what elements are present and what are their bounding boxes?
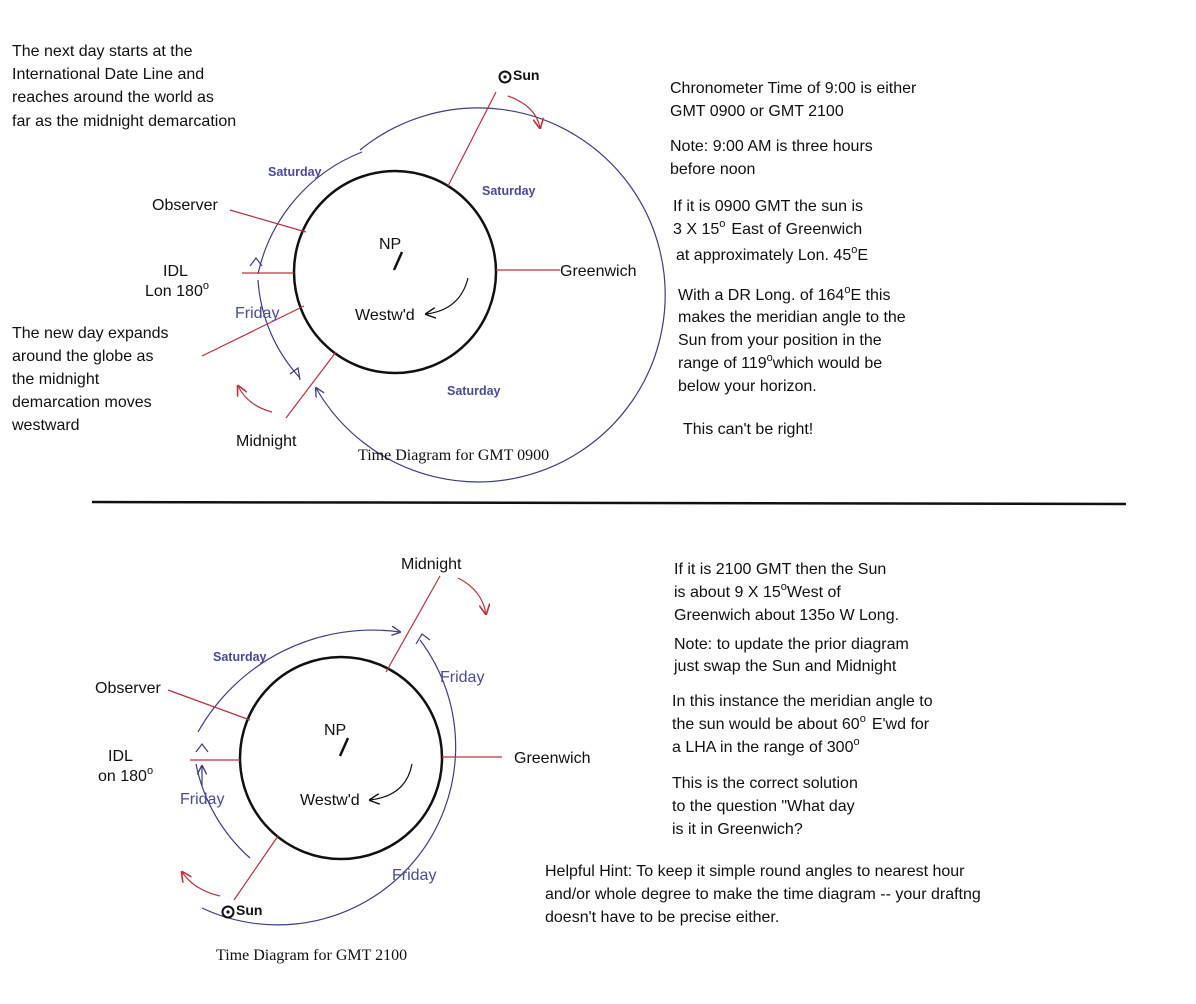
top-day-saturday-2: Saturday <box>482 184 536 198</box>
if-2100-line-1: If it is 2100 GMT then the Sun <box>674 561 887 578</box>
bottom-midnight-tick <box>416 634 430 644</box>
dr-long-line-5: below your horizon. <box>678 378 817 395</box>
top-sun-rotation-arrow <box>508 96 540 128</box>
next-day-line-1: The next day starts at the <box>12 43 193 60</box>
bottom-diagram <box>95 556 590 964</box>
new-day-line-1: The new day expands <box>12 325 169 342</box>
top-left-notes <box>11 43 236 434</box>
top-day-saturday-3: Saturday <box>447 384 501 398</box>
dr-long-line-4: range of 119$^o$which would be <box>678 352 883 372</box>
if-2100-line-2: is about 9 X 15$^o$West of <box>674 581 841 601</box>
top-observer-label: Observer <box>152 197 218 214</box>
top-np-label: NP <box>379 236 402 253</box>
chronometer-line-2: GMT 0900 or GMT 2100 <box>670 103 844 120</box>
bottom-sun-label: Sun <box>236 902 263 918</box>
hint-line-3: doesn't have to be precise either. <box>545 909 780 926</box>
bottom-day-friday-2: Friday <box>180 791 225 808</box>
new-day-line-2: around the globe as <box>12 348 154 365</box>
correct-line-3: is it in Greenwich? <box>672 821 803 838</box>
note-am-line-2: before noon <box>670 161 756 178</box>
top-idl-lon-label: Lon 180$^o$ <box>145 280 209 300</box>
top-sun-icon <box>500 72 511 83</box>
bottom-idl-tick <box>196 744 208 752</box>
bottom-westward-label: Westw'd <box>300 792 360 809</box>
top-observer-line <box>230 210 306 232</box>
top-friday-arc <box>258 280 300 378</box>
hint-line-2: and/or whole degree to make the time diagram -- your draftng <box>545 886 981 903</box>
meridian-line-1: In this instance the meridian angle to <box>672 693 933 710</box>
top-sun-line <box>448 92 496 186</box>
top-idl-label: IDL <box>163 263 188 280</box>
top-day-friday: Friday <box>235 305 280 322</box>
bottom-midnight-label: Midnight <box>401 556 462 573</box>
top-earth-circle <box>294 171 496 373</box>
if-0900-line-1: If it is 0900 GMT the sun is <box>673 198 864 215</box>
top-midnight-label: Midnight <box>236 433 297 450</box>
next-day-line-2: International Date Line and <box>12 66 205 83</box>
note-swap-line-2: just swap the Sun and Midnight <box>674 658 897 675</box>
dr-long-line-3: Sun from your position in the <box>678 332 882 349</box>
note-swap-line-1: Note: to update the prior diagram <box>674 636 909 653</box>
top-midnight-tick <box>290 368 300 380</box>
bottom-np-label: NP <box>324 722 347 739</box>
correct-line-2: to the question "What day <box>672 798 855 815</box>
bottom-greenwich-label: Greenwich <box>514 750 591 767</box>
dr-long-line-2: makes the meridian angle to the <box>678 309 906 326</box>
chronometer-line-1: Chronometer Time of 9:00 is either <box>670 80 917 97</box>
top-right-notes <box>670 80 917 438</box>
meridian-line-2: the sun would be about 60$^o$ E'wd for <box>672 713 930 733</box>
bottom-right-notes <box>545 561 981 926</box>
next-day-line-3: reaches around the world as <box>12 89 214 106</box>
bottom-saturday-arc <box>198 630 400 732</box>
hint-line-1: Helpful Hint: To keep it simple round angles to nearest hour <box>545 863 965 880</box>
bottom-idl-lon-label: on 180$^o$ <box>98 765 154 785</box>
bottom-day-friday-3: Friday <box>392 867 437 884</box>
correct-line-1: This is the correct solution <box>672 775 858 792</box>
note-am-line-1: Note: 9:00 AM is three hours <box>670 138 873 155</box>
bottom-np-marker <box>340 738 348 756</box>
meridian-line-3: a LHA in the range of 300$^o$ <box>672 736 860 756</box>
new-day-line-3: the midnight <box>12 371 100 388</box>
top-sun-label: Sun <box>513 67 540 83</box>
bottom-day-saturday: Saturday <box>213 650 267 664</box>
bottom-idl-label: IDL <box>108 748 133 765</box>
dr-long-line-1: With a DR Long. of 164$^o$E this <box>678 284 891 304</box>
bottom-westward-arrow <box>370 764 412 800</box>
bottom-day-friday-1: Friday <box>440 669 485 686</box>
top-day-saturday-1: Saturday <box>268 165 322 179</box>
if-2100-line-3: Greenwich about 135o W Long. <box>674 607 900 624</box>
if-0900-line-2: 3 X 15$^o$ East of Greenwich <box>673 218 863 238</box>
top-outer-arc <box>316 108 665 482</box>
top-np-marker <box>394 252 402 270</box>
top-westward-arrow <box>426 278 468 314</box>
bottom-earth-circle <box>240 657 442 859</box>
top-midnight-line <box>286 352 336 418</box>
top-caption: Time Diagram for GMT 0900 <box>358 447 550 464</box>
bottom-sun-icon <box>223 907 234 918</box>
top-greenwich-label: Greenwich <box>560 263 637 280</box>
bottom-observer-label: Observer <box>95 680 161 697</box>
top-midnight-rotation-arrow <box>238 386 272 412</box>
if-0900-line-3: at approximately Lon. 45$^o$E <box>676 244 869 264</box>
new-day-line-4: demarcation moves <box>12 394 152 411</box>
cant-be-right: This can't be right! <box>683 421 814 438</box>
next-day-line-4: far as the midnight demarcation <box>12 113 237 130</box>
new-day-line-5: westward <box>12 417 80 434</box>
top-westward-label: Westw'd <box>355 307 415 324</box>
bottom-midnight-rotation-arrow <box>458 578 486 614</box>
bottom-sun-line <box>234 836 278 900</box>
bottom-caption: Time Diagram for GMT 2100 <box>216 947 408 964</box>
bottom-sun-rotation-arrow <box>182 872 220 896</box>
section-divider <box>92 502 1126 504</box>
